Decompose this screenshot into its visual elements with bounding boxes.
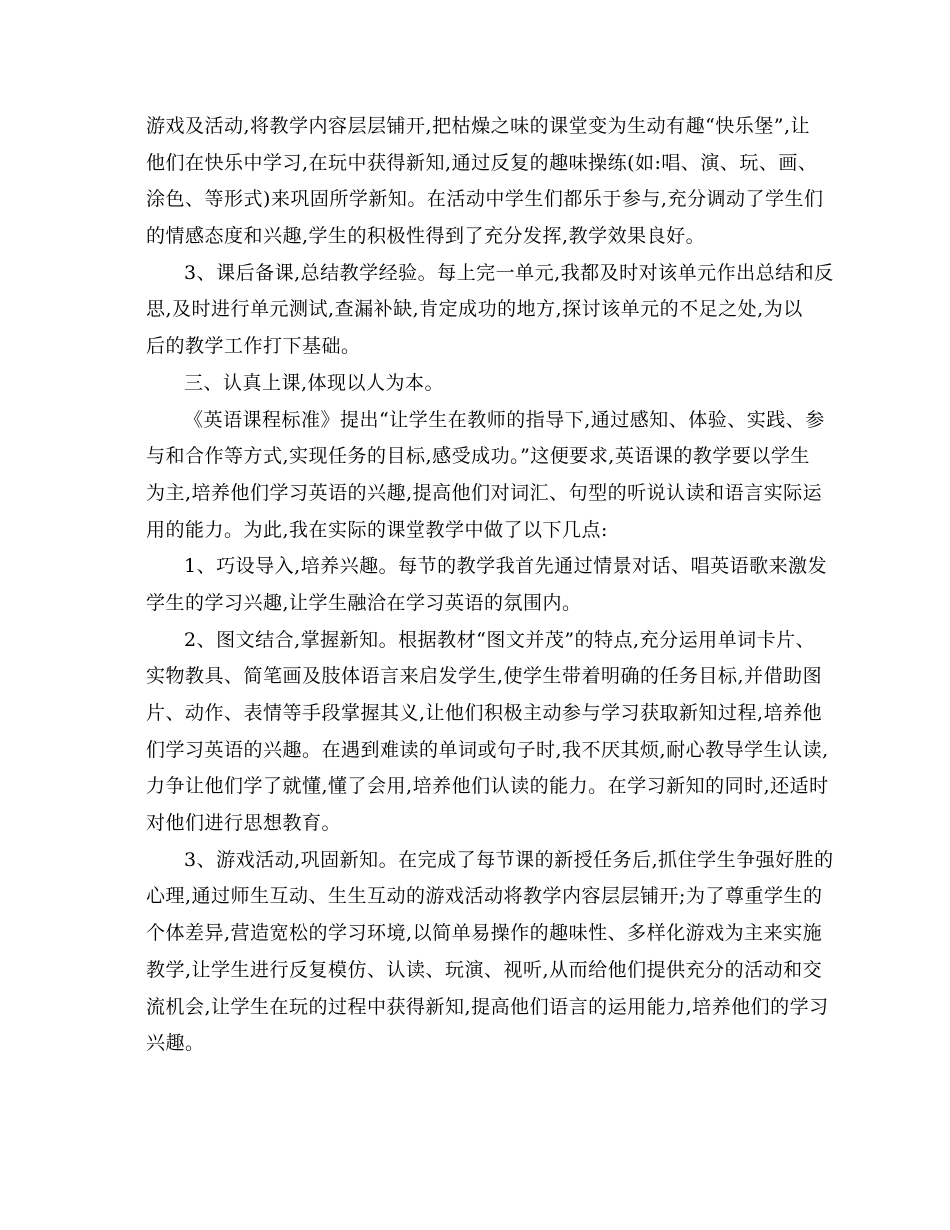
text-line: 为主,培养他们学习英语的兴趣,提高他们对词汇、句型的听说认读和语言实际运 (146, 481, 823, 504)
text-line: 《英语课程标准》提出“让学生在教师的指导下,通过感知、体验、实践、参 (184, 408, 825, 431)
text-line: 用的能力。为此,我在实际的课堂教学中做了以下几点: (146, 518, 608, 541)
text-line: 三、认真上课,体现以人为本。 (184, 371, 445, 394)
text-line: 与和合作等方式,实现任务的目标,感受成功。”这便要求,英语课的教学要以学生 (146, 445, 810, 468)
text-line: 兴趣。 (146, 1032, 205, 1055)
text-line: 3、课后备课,总结教学经验。每上完一单元,我都及时对该单元作出总结和反 (184, 261, 834, 284)
text-line: 他们在快乐中学习,在玩中获得新知,通过反复的趣味操练(如:唱、演、玩、画、 (146, 151, 818, 174)
paragraph (146, 365, 808, 402)
text-line: 2、图文结合,掌握新知。根据教材“图文并茂”的特点,充分运用单词卡片、 (184, 628, 816, 651)
text-line: 游戏及活动,将教学内容层层铺开,把枯燥之味的课堂变为生动有趣“快乐堡”,让 (146, 115, 811, 137)
paragraph (146, 402, 825, 549)
text-line: 流机会,让学生在玩的过程中获得新知,提高他们语言的运用能力,培养他们的学习 (146, 995, 829, 1018)
text-line: 力争让他们学了就懂,懂了会用,培养他们认读的能力。在学习新知的同时,还适时 (146, 775, 829, 798)
text-line: 们学习英语的兴趣。在遇到难读的单词或句子时,我不厌其烦,耐心教导学生认读, (146, 738, 829, 761)
text-line: 教学,让学生进行反复模仿、认读、玩演、视听,从而给他们提供充分的活动和交 (146, 958, 823, 981)
text-line: 对他们进行思想教育。 (146, 812, 342, 835)
paragraph (146, 255, 834, 365)
text-line: 心理,通过师生互动、生生互动的游戏活动将教学内容层层铺开;为了尊重学生的 (146, 885, 823, 908)
paragraph (146, 622, 829, 842)
paragraph (146, 108, 824, 255)
text-line: 个体差异,营造宽松的学习环境,以简单易操作的趣味性、多样化游戏为主来实施 (146, 922, 823, 945)
document-page (146, 108, 834, 1062)
text-line: 3、游戏活动,巩固新知。在完成了每节课的新授任务后,抓住学生争强好胜的 (184, 848, 834, 871)
text-line: 思,及时进行单元测试,查漏补缺,肯定成功的地方,探讨该单元的不足之处,为以 (146, 298, 803, 321)
text-line: 1、巧设导入,培养兴趣。每节的教学我首先通过情景对话、唱英语歌来激发 (184, 555, 828, 578)
text-line: 的情感态度和兴趣,学生的积极性得到了充分发挥,教学效果良好。 (146, 225, 706, 248)
paragraph (146, 548, 828, 621)
text-line: 实物教具、简笔画及肢体语言来启发学生,使学生带着明确的任务目标,并借助图 (146, 665, 823, 688)
text-line: 后的教学工作打下基础。 (146, 335, 361, 358)
document-body (146, 108, 834, 1062)
paragraph (146, 842, 834, 1062)
text-line: 涂色、等形式)来巩固所学新知。在活动中学生们都乐于参与,充分调动了学生们 (146, 188, 824, 211)
text-line: 片、动作、表情等手段掌握其义,让他们积极主动参与学习获取新知过程,培养他 (146, 702, 823, 724)
text-line: 学生的学习兴趣,让学生融洽在学习英语的氛围内。 (146, 591, 582, 614)
